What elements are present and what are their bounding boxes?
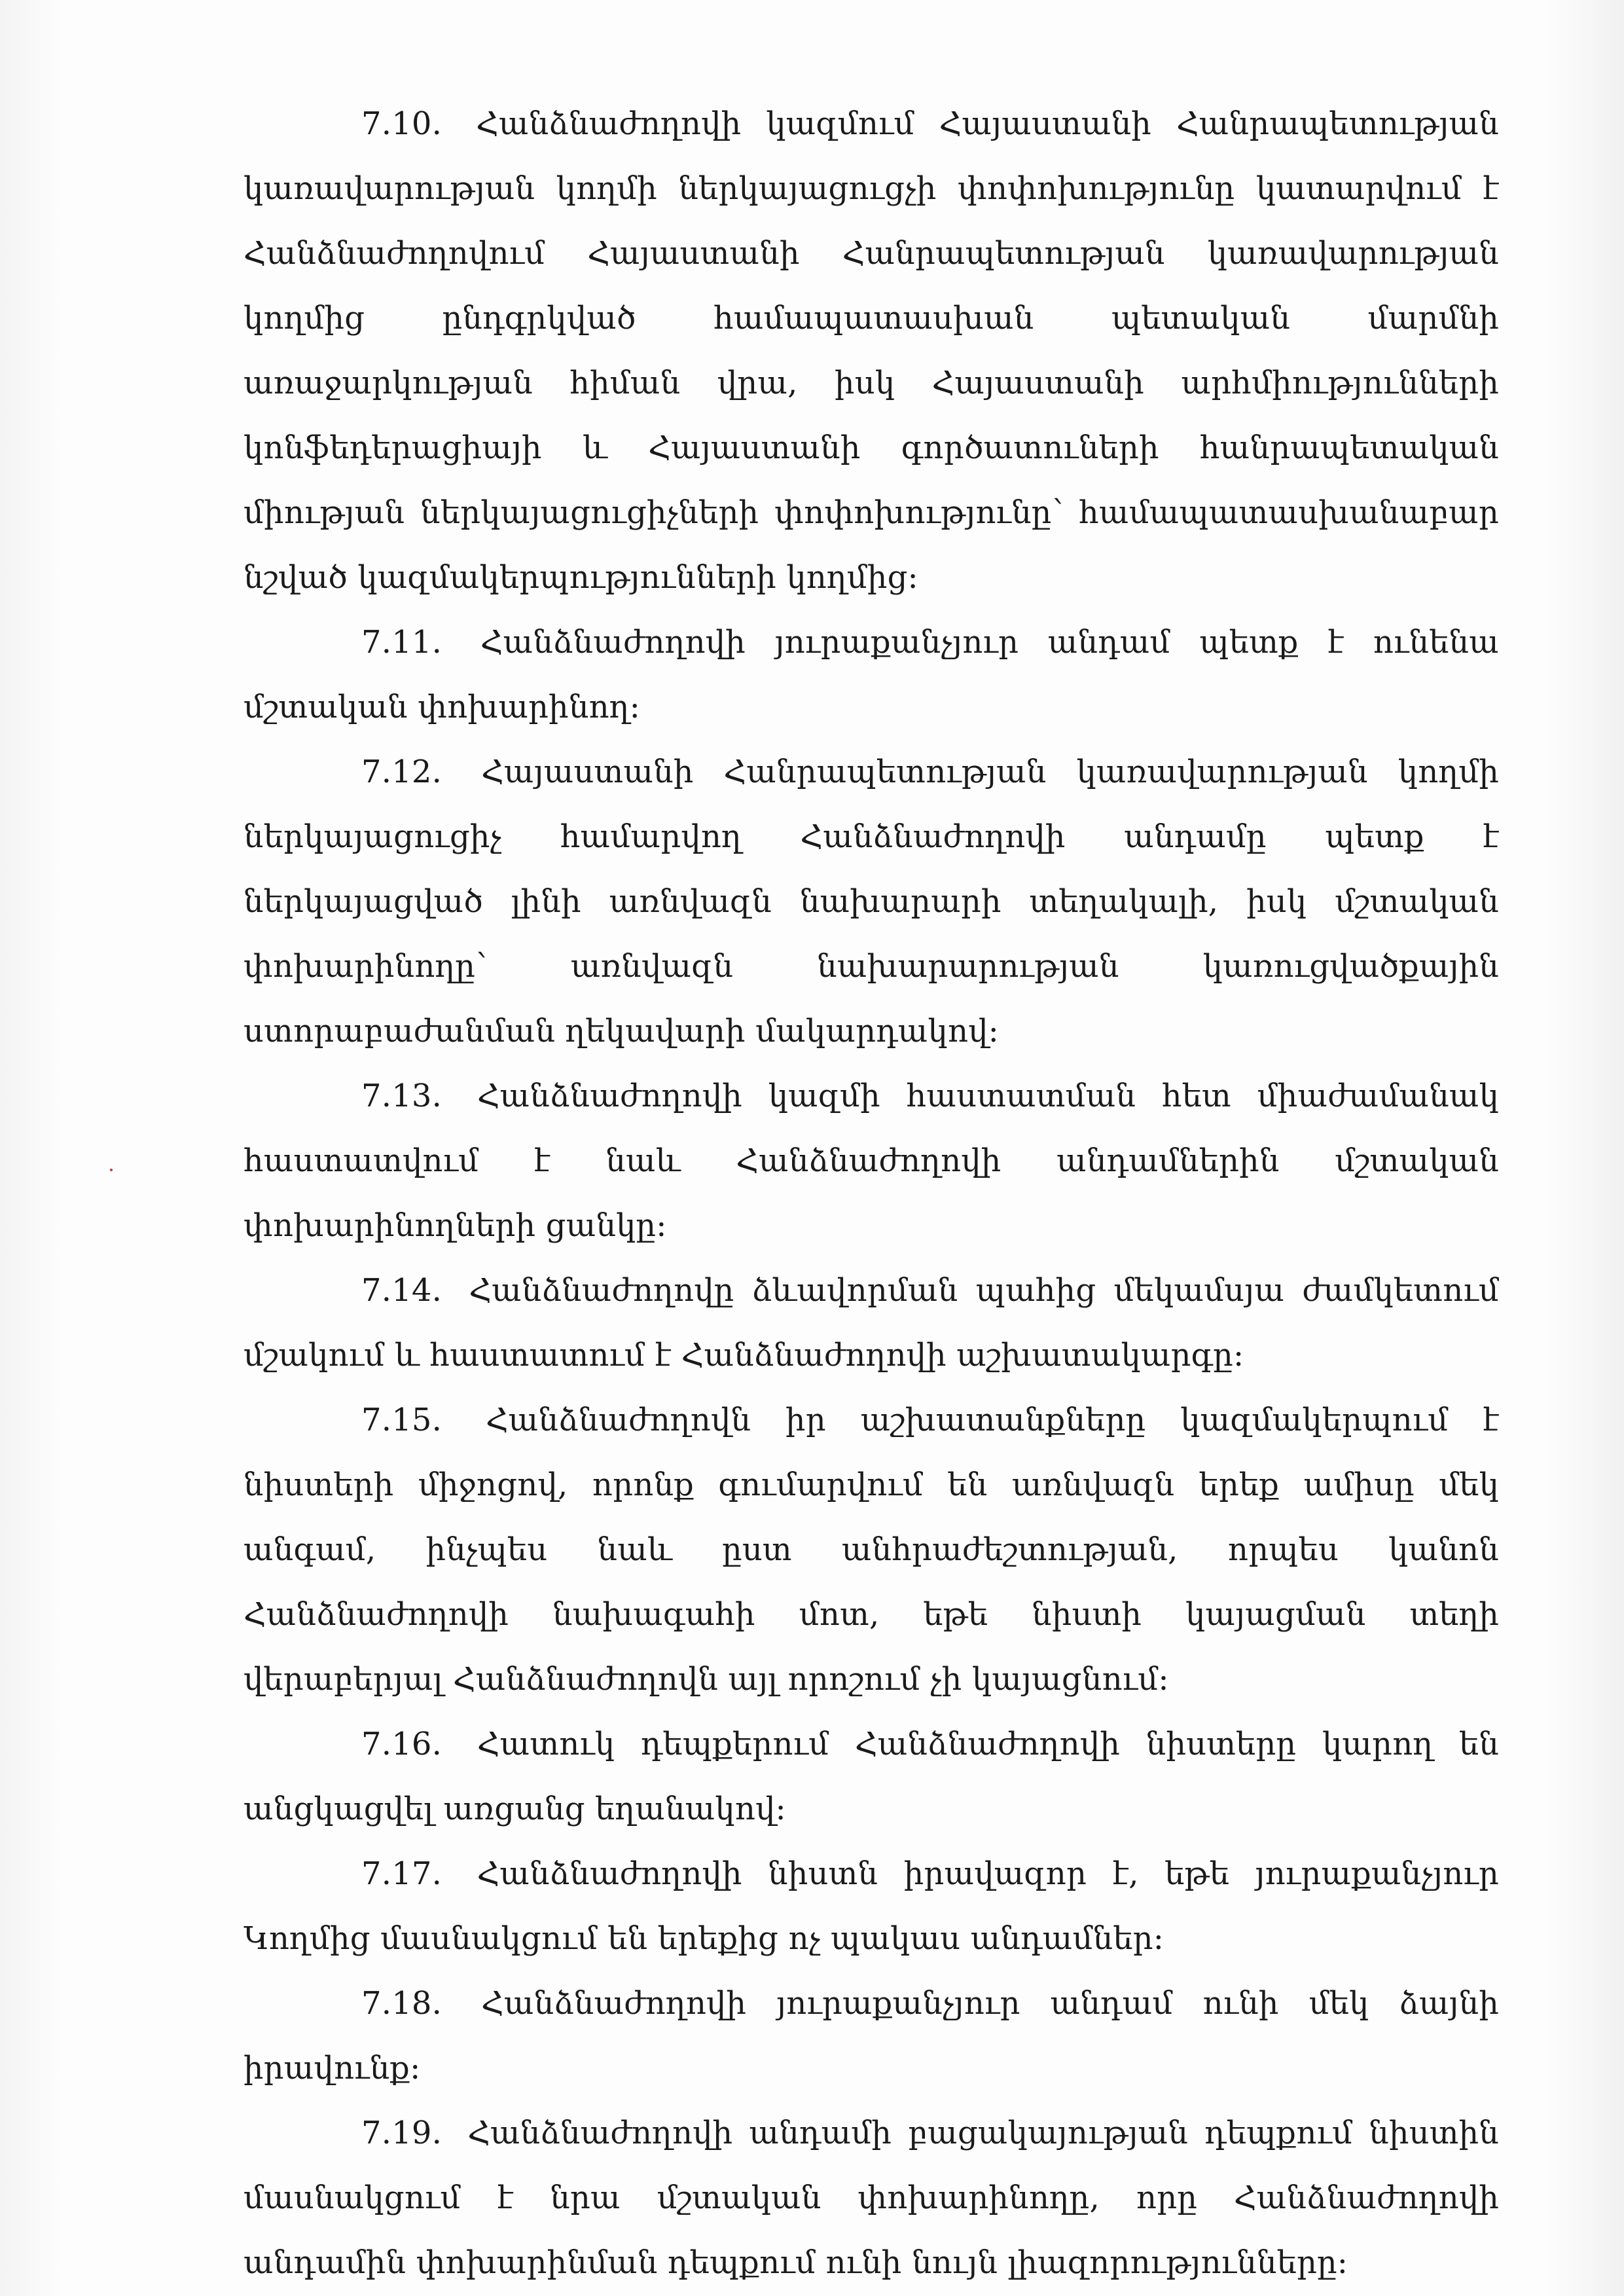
paragraph-number: 7.11.: [361, 624, 442, 661]
paragraph-7-12: [244, 740, 1499, 1064]
paragraph-7-11: [244, 610, 1499, 740]
paragraph-number: 7.13.: [361, 1078, 442, 1114]
paragraph-text: Հատուկ դեպքերում Հանձնաժողովի նիստերը կարող են անցկացվել առցանց եղանակով:: [244, 1726, 1499, 1827]
paragraph-7-16: [244, 1712, 1499, 1842]
paragraph-7-15: [244, 1388, 1499, 1712]
paragraph-number: 7.12.: [361, 754, 442, 790]
paragraph-7-19: [244, 2101, 1499, 2295]
paragraph-number: 7.18.: [361, 1985, 442, 2022]
scan-shadow-left: [0, 0, 65, 2296]
paragraph-number: 7.10.: [361, 105, 442, 142]
paragraph-7-13: [244, 1064, 1499, 1258]
paragraph-text: Հանձնաժողովի կազմում Հայաստանի Հանրապետության կառավարության կողմի ներկայացուցչի փոփոխությունը կատարվում է Հանձնաժողովում Հայաստանի Հանրապետության կառավարության կողմից ընդգրկված համապատասխան պետական մարմնի առաջարկության հիման վրա, իսկ Հայաստանի արհմիությունների կոնֆեդերացիայի և Հայաստանի գործատուների հանրապետական միության ներկայացուցիչների փոփոխությունը՝ համապատասխանաբար նշված կազմակերպությունների կողմից:: [244, 105, 1499, 596]
paragraph-7-14: [244, 1258, 1499, 1388]
paragraph-text: Հանձնաժողովի յուրաքանչյուր անդամ պետք է ունենա մշտական փոխարինող:: [244, 624, 1499, 725]
paragraph-7-18: [244, 1971, 1499, 2101]
scan-shadow-right: [1545, 0, 1624, 2296]
paragraph-7-10: [244, 92, 1499, 610]
paragraph-text: Հայաստանի Հանրապետության կառավարության կողմի ներկայացուցիչ համարվող Հանձնաժողովի անդամը պետք է ներկայացված լինի առնվազն նախարարի տեղակալի, իսկ մշտական փոխարինողը՝ առնվազն նախարարության կառուցվածքային ստորաբաժանման ղեկավարի մակարդակով:: [244, 754, 1499, 1049]
document-body: [244, 92, 1499, 2295]
paragraph-number: 7.16.: [361, 1726, 442, 1762]
paragraph-text: Հանձնաժողովը ձևավորման պահից մեկամսյա ժամկետում մշակում և հաստատում է Հանձնաժողովի աշխատակարգը:: [244, 1272, 1499, 1374]
paragraph-text: Հանձնաժողովի կազմի հաստատման հետ միաժամանակ հաստատվում է նաև Հանձնաժողովի անդամներին մշտական փոխարինողների ցանկը:: [244, 1078, 1499, 1244]
paragraph-text: Հանձնաժողովի նիստն իրավազոր է, եթե յուրաքանչյուր Կողմից մասնակցում են երեքից ոչ պակաս անդամներ:: [244, 1855, 1499, 1957]
paragraph-text: Հանձնաժողովն իր աշխատանքները կազմակերպում է նիստերի միջոցով, որոնք գումարվում են առնվազն երեք ամիսը մեկ անգամ, ինչպես նաև ըստ անհրաժեշտության, որպես կանոն Հանձնաժողովի նախագահի մոտ, եթե նիստի կայացման տեղի վերաբերյալ Հանձնաժողովն այլ որոշում չի կայացնում:: [244, 1402, 1499, 1698]
paragraph-number: 7.17.: [361, 1855, 442, 1892]
paragraph-text: Հանձնաժողովի անդամի բացակայության դեպքում նիստին մասնակցում է նրա մշտական փոխարինողը, որը Հանձնաժողովի անդամին փոխարինման դեպքում ունի նույն լիազորությունները:: [244, 2115, 1500, 2281]
paragraph-number: 7.19.: [361, 2115, 442, 2151]
paragraph-text: Հանձնաժողովի յուրաքանչյուր անդամ ունի մեկ ձայնի իրավունք:: [244, 1985, 1499, 2086]
scan-speck: [110, 1169, 113, 1171]
paragraph-7-17: [244, 1842, 1499, 1971]
paragraph-number: 7.15.: [361, 1402, 442, 1438]
paragraph-number: 7.14.: [361, 1272, 442, 1309]
